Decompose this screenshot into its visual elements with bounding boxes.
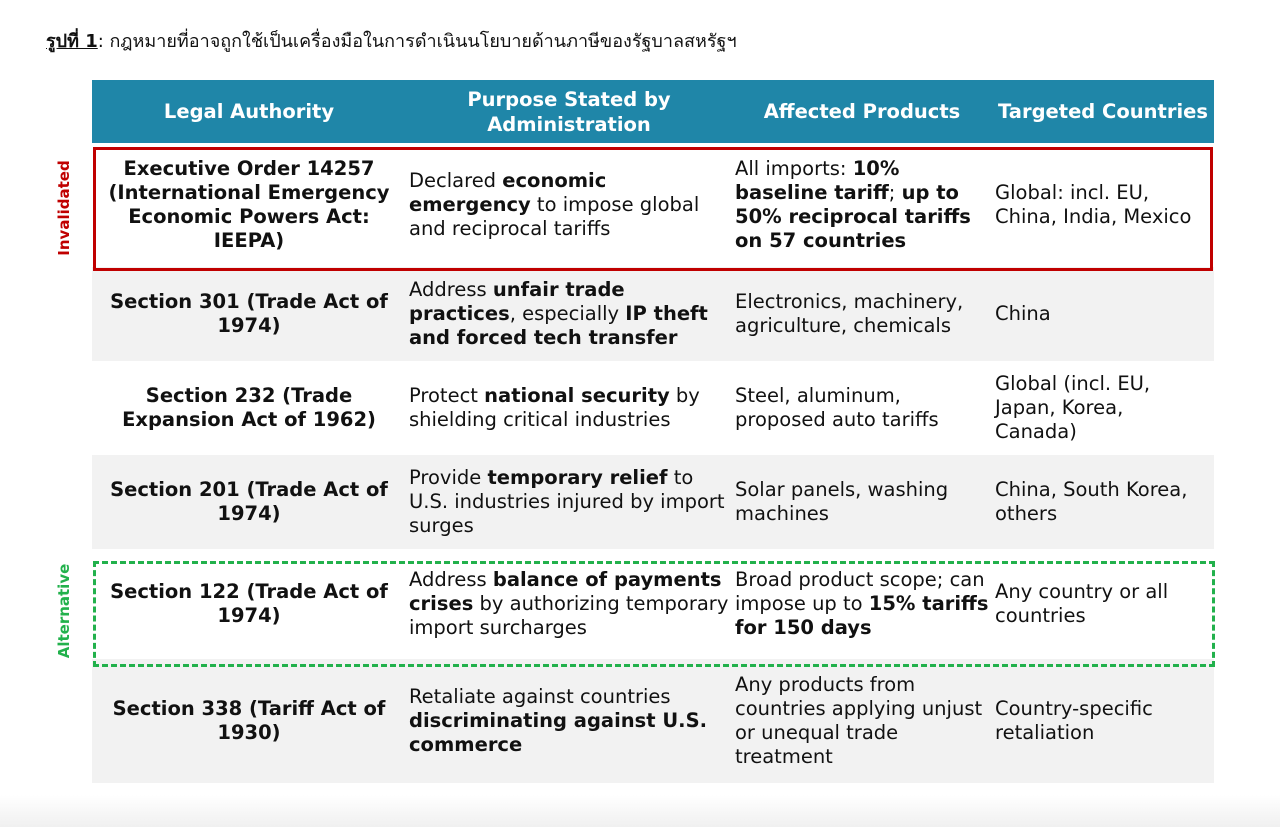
cell-products: Electronics, machinery, agriculture, chemicals [732, 267, 992, 361]
alternative-label: Alternative [55, 563, 73, 659]
table-row [92, 659, 1214, 783]
cell-products: Solar panels, washing machines [732, 455, 992, 549]
cell-purpose: Address unfair trade practices, especially IP theft and forced tech transfer [406, 267, 732, 361]
header-targeted-countries: Targeted Countries [992, 80, 1214, 143]
header-purpose: Purpose Stated by Administration [406, 80, 732, 143]
table-row [92, 267, 1214, 361]
cell-countries: Global (incl. EU, Japan, Korea, Canada) [992, 361, 1214, 455]
table-row [92, 549, 1214, 659]
header-affected-products: Affected Products [732, 80, 992, 143]
cell-countries: Any country or all countries [992, 549, 1214, 659]
cell-products: Steel, aluminum, proposed auto tariffs [732, 361, 992, 455]
cell-authority: Executive Order 14257 (International Emergency Economic Powers Act: IEEPA) [92, 143, 406, 267]
cell-authority: Section 232 (Trade Expansion Act of 1962) [92, 361, 406, 455]
page-bottom-edge [0, 795, 1280, 827]
table-row [92, 455, 1214, 549]
invalidated-label: Invalidated [55, 160, 73, 256]
cell-countries: China [992, 267, 1214, 361]
cell-products: Any products from countries applying unjust or unequal trade treatment [732, 659, 992, 783]
cell-purpose: Declared economic emergency to impose global and reciprocal tariffs [406, 143, 732, 267]
cell-authority: Section 338 (Tariff Act of 1930) [92, 659, 406, 783]
legal-authority-table [92, 80, 1214, 783]
cell-products: Broad product scope; can impose up to 15% tariffs for 150 days [732, 549, 992, 659]
cell-authority: Section 301 (Trade Act of 1974) [92, 267, 406, 361]
cell-countries: Country-specific retaliation [992, 659, 1214, 783]
cell-purpose: Protect national security by shielding critical industries [406, 361, 732, 455]
cell-countries: Global: incl. EU, China, India, Mexico [992, 143, 1214, 267]
cell-purpose: Address balance of payments crises by authorizing temporary import surcharges [406, 549, 732, 659]
figure-label: รูปที่ 1 [46, 31, 98, 52]
table-header-row [92, 80, 1214, 143]
table-row [92, 361, 1214, 455]
cell-countries: China, South Korea, others [992, 455, 1214, 549]
table-row [92, 143, 1214, 267]
cell-authority: Section 201 (Trade Act of 1974) [92, 455, 406, 549]
cell-products: All imports: 10% baseline tariff; up to 50% reciprocal tariffs on 57 countries [732, 143, 992, 267]
cell-authority: Section 122 (Trade Act of 1974) [92, 549, 406, 659]
header-legal-authority: Legal Authority [92, 80, 406, 143]
caption-text: : กฎหมายที่อาจถูกใช้เป็นเครื่องมือในการดำเนินนโยบายด้านภาษีของรัฐบาลสหรัฐฯ [97, 31, 737, 52]
figure-caption [46, 26, 737, 55]
cell-purpose: Provide temporary relief to U.S. industries injured by import surges [406, 455, 732, 549]
cell-purpose: Retaliate against countries discriminating against U.S. commerce [406, 659, 732, 783]
